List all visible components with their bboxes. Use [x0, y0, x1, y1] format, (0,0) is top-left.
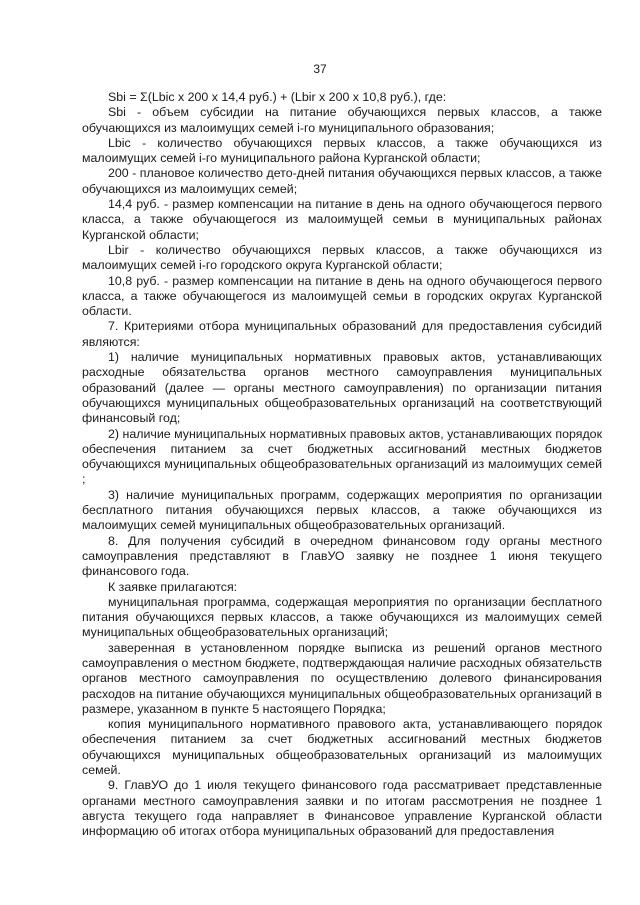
- paragraph: К заявке прилагаются:: [108, 579, 238, 594]
- paragraph-section-8: 8. Для получения субсидий в очередном финансовом году органы местного самоуправления представляют в ГлавУО заявку не позднее 1 июня текущего финансового года.: [82, 533, 602, 579]
- formula-paragraph: Sbi = Σ(Lbic x 200 x 14,4 руб.) + (Lbir x 200 x 10,8 руб.), где:: [108, 90, 447, 104]
- paragraph: Lbir - количество обучающихся первых классов, а также обучающихся из малоимущих семей i-го городского округа Курганской области;: [82, 242, 602, 273]
- document-body: [82, 90, 602, 840]
- page-number: 37: [313, 62, 327, 76]
- paragraph: 1) наличие муниципальных нормативных правовых актов, устанавливающих расходные обязательства органов местного самоуправления муниципальных образований (далее — органы местного самоуправления) по организации питания обучающихся муниципальных общеобразовательных организаций на соответствующий финансовый год;: [82, 350, 602, 426]
- paragraph-section-9: 9. ГлавУО до 1 июля текущего финансового года рассматривает представленные органами местного самоуправления заявки и по итогам рассмотрения не позднее 1 августа текущего года направляет в Финансовое управление Курганской области информацию об итогах отбора муниципальных образований для предоставления: [82, 778, 602, 839]
- paragraph: 3) наличие муниципальных программ, содержащих мероприятия по организации бесплатного питания обучающихся первых классов, а также обучающихся из малоимущих семей муниципальных общеобразовательных организаций.: [82, 487, 602, 533]
- paragraph: муниципальная программа, содержащая мероприятия по организации бесплатного питания обучающихся первых классов, а также обучающихся из малоимущих семей муниципальных общеобразовательных организаций;: [82, 594, 602, 640]
- paragraph: 10,8 руб. - размер компенсации на питание в день на одного обучающегося первого класса, а также обучающегося из малоимущей семьи в городских округах Курганской области.: [82, 273, 602, 319]
- paragraph: 2) наличие муниципальных нормативных правовых актов, устанавливающих порядок обеспечения питанием за счет бюджетных ассигнований местных бюджетов обучающихся муниципальных общеобразовательных организаций из малоимущих семей ;: [82, 426, 602, 487]
- paragraph: копия муниципального нормативного правового акта, устанавливающего порядок обеспечения питанием за счет бюджетных ассигнований местных бюджетов обучающихся муниципальных общеобразовательных организаций из малоимущих семей.: [82, 717, 602, 778]
- paragraph: Sbi - объем субсидии на питание обучающихся первых классов, а также обучающихся из малоимущих семей i-го муниципального образования;: [82, 105, 602, 135]
- paragraph: 200 - плановое количество дето-дней питания обучающихся первых классов, а также обучающихся из малоимущих семей;: [82, 166, 602, 196]
- paragraph-section-7: 7. Критериями отбора муниципальных образований для предоставления субсидий являются:: [82, 319, 602, 349]
- paragraph: 14,4 руб. - размер компенсации на питание в день на одного обучающегося первого класса, а также обучающегося из малоимущей семьи в муниципальных районах Курганской области;: [82, 197, 602, 242]
- paragraph: заверенная в установленном порядке выписка из решений органов местного самоуправления о местном бюджете, подтверждающая наличие расходных обязательств органов местного самоуправления по осуществлению долевого финансирования расходов на питание обучающихся муниципальных общеобразовательных организаций в размере, указанном в пункте 5 настоящего Порядка;: [82, 640, 602, 716]
- paragraph: Lbic - количество обучающихся первых классов, а также обучающихся из малоимущих семей i-го муниципального района Курганской области;: [82, 135, 602, 166]
